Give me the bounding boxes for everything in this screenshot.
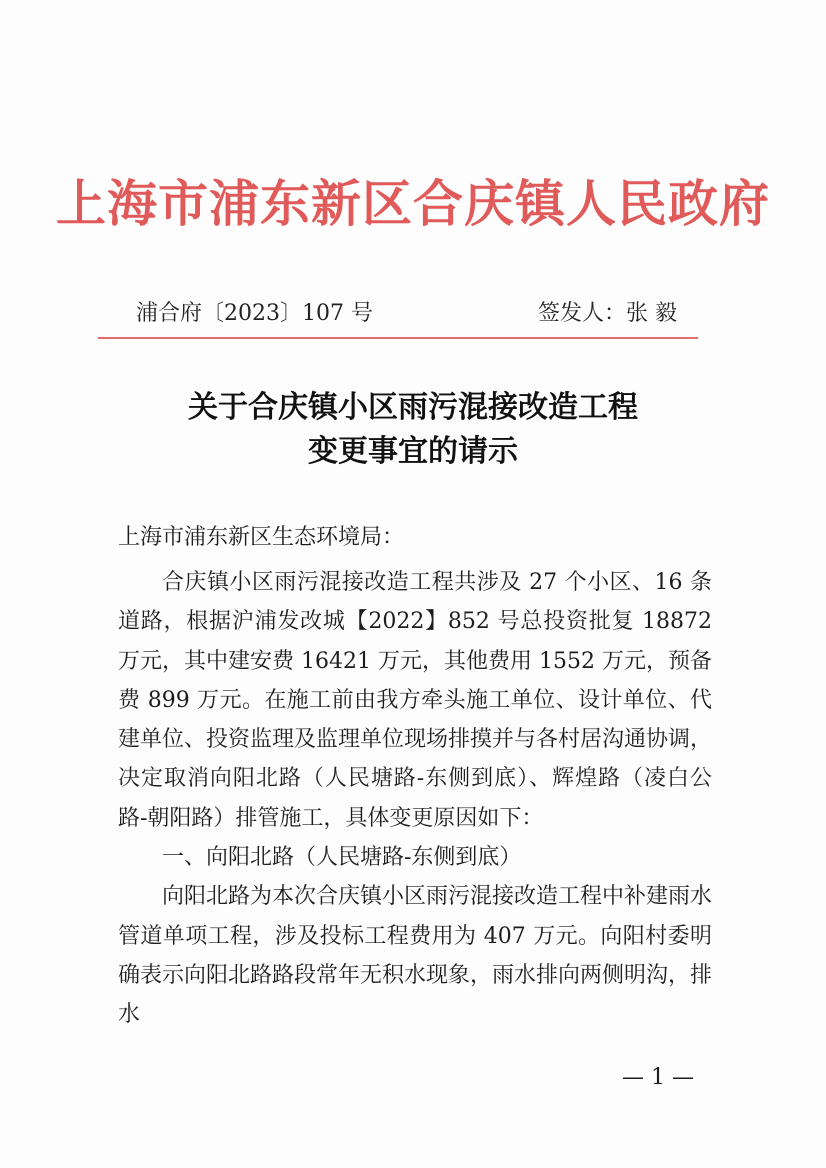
signer: 签发人：张 毅 <box>538 301 677 326</box>
document-number: 浦合府〔2023〕107 号 <box>136 301 373 326</box>
document-title-line-1: 关于合庆镇小区雨污混接改造工程 <box>188 390 638 425</box>
section-heading: 一、向阳北路（人民塘路-东侧到底） <box>162 845 522 871</box>
addressee: 上海市浦东新区生态环境局： <box>118 525 405 550</box>
document-title-line-2: 变更事宜的请示 <box>308 434 518 469</box>
body-paragraph: 合庆镇小区雨污混接改造工程共涉及 27 个小区、16 条道路，根据沪浦发改城【2022】852 号总投资批复 18872 万元，其中建安费 16421 万元，其他费用 1552 万元，预备费 899 万元。在施工前由我方牵头施工单位、设计单位、代建单位、投资监理及监理单位现场排摸并与各村居沟通协调，决定取消向阳北路（人民塘路-东侧到底）、辉煌路（凌白公路-朝阳路）排管施工，具体变更原因如下： <box>118 570 713 831</box>
body-paragraph: 向阳北路为本次合庆镇小区雨污混接改造工程中补建雨水管道单项工程，涉及投标工程费用为 407 万元。向阳村委明确表示向阳北路路段常年无积水现象，雨水排向两侧明沟，排水 <box>118 884 713 1028</box>
page-number: — 1 — <box>622 1065 694 1090</box>
red-divider-line <box>98 337 698 339</box>
document-body <box>118 563 712 1035</box>
issuer-name: 上海市浦东新区合庆镇人民政府 <box>56 174 770 233</box>
